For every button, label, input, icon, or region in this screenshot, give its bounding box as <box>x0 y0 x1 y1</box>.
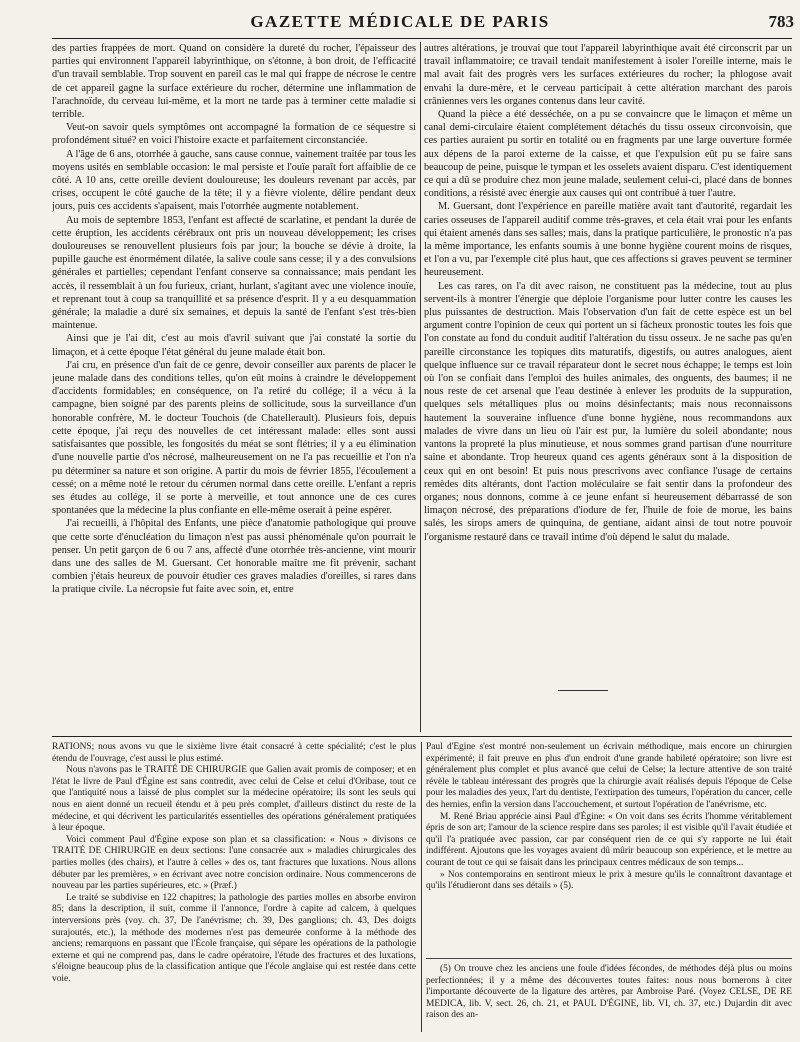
footnote <box>426 964 792 1034</box>
paragraph: J'ai cru, en présence d'un fait de ce genre, devoir conseiller aux parents de placer le jeune malade dans des conditions telles, qu'on eût moins à craindre le développement d'accidents formidables; en conséquence, on l'a retiré du collége; il a vécu à la campagne, bien soigné par des parents pleins de sollicitude, sous la surveillance d'un honorable confrère, M. le docteur Touchois (de Chatellerault). Plusieurs fois, depuis cette époque, j'ai reçu des nouvelles de cet intéressant malade: elles sont aussi satisfaisantes que possible, les fongosités du méat se sont flétries; il y a eu élimination d'une nouvelle partie d'os nécrosé, malheureusement on ne l'a pas recueillie et l'on n'a pu déterminer sa nature et son origine. A partir du mois de février 1855, l'écoulement a cessé; on a même noté le retour du cérumen normal dans cette oreille. L'enfant a repris ses études au collége, il se porte à merveille, et tout annonce une de ces cures spontanées que la médecine la plus confiante en elle-même oserait à peine espérer. <box>52 359 416 517</box>
paragraph: Voici comment Paul d'Égine expose son plan et sa classification: « Nous » divisons ce TRAITÉ DE CHIRURGIE en deux sections: l'une consacrée aux » maladies chirurgicales des parties molles (des chairs), et l'autre à celles » des os, tant fractures que luxations. Nous allons débuter par les premières, » en écrivant avec notre concision ordinaire. Nous commencerons de nouveau par les parties supérieures, etc. » (Præf.) <box>52 834 416 892</box>
paragraph: Le traité se subdivise en 122 chapitres; la pathologie des parties molles en absorbe environ 85; dans la description, il suit, comme il l'annonce, l'ordre à capite ad calcem, à quelques interversions près (voy. ch. 37, De l'anévrisme; ch. 39, Des ganglions; ch. 43, Des doigts surajoutés, etc.), la méthode des modernes n'est pas demeurée conforme à la méthode des anciens; remarquons en passant que l'École française, qui sépare les opérations de la pathologie externe et qui ne comprend pas, dans le cadre opératoire, l'étude des fractures et des luxations, s'éloigne beaucoup plus de la classification antique que l'école anglaise qui est restée dans cette voie. <box>52 892 416 984</box>
header-rule <box>52 38 792 39</box>
upper-right-column <box>424 42 792 682</box>
column-divider <box>421 742 422 1032</box>
journal-title: GAZETTE MÉDICALE DE PARIS <box>250 12 550 31</box>
paragraph: Veut-on savoir quels symptômes ont accompagné la formation de ce séquestre si profondément situé? en voici l'histoire exacte et parfaitement circonstanciée. <box>52 122 416 147</box>
footnote-rule <box>426 958 792 959</box>
paragraph: Ainsi que je l'ai dit, c'est au mois d'avril suivant que j'ai constaté la sortie du limaçon, et à cette époque l'état général du jeune malade était bon. <box>52 333 416 358</box>
lower-left-column <box>52 742 416 1032</box>
paragraph: A l'âge de 6 ans, otorrhée à gauche, sans cause connue, vainement traitée par tous les moyens usités en semblable occasion: le mal persiste et l'ouïe paraît fort affaiblie de ce côté. A 10 ans, cette oreille devient douloureuse; les douleurs revenant par accès, par crises, occupent le côté gauche de la tête; il y a fièvre violente, délire pendant deux jours, puis ces accidents s'apaisent, mais l'otorrhée augmente notablement. <box>52 148 416 213</box>
upper-left-column <box>52 42 416 722</box>
paragraph: M. Guersant, dont l'expérience en pareille matière avait tant d'autorité, regardait les caries osseuses de l'appareil auditif comme très-graves, et cela était vrai pour les enfants qui étaient amenés dans ses salles; mais, dans la pratique particulière, le pronostic n'a pas la même importance, les enfants soumis à une bonne hygiène courent moins de risques, et l'on a vu, par l'exemple cité plus haut, que ces affections si graves peuvent se terminer heureusement. <box>424 201 792 279</box>
paragraph: des parties frappées de mort. Quand on considère la dureté du rocher, l'épaisseur des parties qui environnent l'appareil labyrinthique, on s'étonne, à bon droit, de l'efficacité d'un travail semblable. Trop souvent en pareil cas le mal qui frappe de nécrose le centre de cet appareil gagne la surface extérieure du rocher, détermine une inflammation de l'arachnoïde, du cerveau lui-même, et la mort ne tarde pas à terminer cette maladie si terrible. <box>52 43 416 121</box>
paragraph: » Nos contemporains en sentiront mieux le prix à mesure qu'ils le connaîtront davantage et qu'ils l'étudieront dans ses détails » (5). <box>426 869 792 892</box>
paragraph: M. René Briau apprécie ainsi Paul d'Égine: « On voit dans ses écrits l'homme véritablement épris de son art; l'amour de la science respire dans ses paroles; il est visible qu'il l'avait étudiée et qu'il l'a pratiquée avec passion, car par conséquent rien de ce qui s'y rapporte ne lui était indifférent. Ajoutons que les voyages avaient dû mûrir beaucoup son expérience, et le mettre au courant de tout ce qui se faisait dans les principaux centres médicaux de son temps... <box>426 811 792 868</box>
column-divider <box>420 42 421 732</box>
footnote-text: (5) On trouve chez les anciens une foule d'idées fécondes, de méthodes déjà plus ou moins perfectionnées; il y a même des découvertes toutes faites: nous nous bornerons à citer l'importante découverte de la ligature des artères, par Ambroise Paré. (Voyez CELSE, DE RE MEDICA, lib. V, sect. 26, ch. 21, et PAUL D'ÉGINE, lib. VI, ch. 37, etc.) Dujardin dit avec raison des an- <box>426 964 792 1021</box>
paragraph: Au mois de septembre 1853, l'enfant est affecté de scarlatine, et pendant la durée de cette éruption, les accidents cérébraux ont pris un nouveau développement; les crises douloureuses se renouvellent plusieurs fois par jour; la bouche se dévie à droite, la pupille gauche est énormément dilatée, la salive coule sans cesse; il y a des convulsions générales et partielles; cependant l'enfant conserve sa connaissance; mais pendant les accès, il ressemblait à un fou furieux, criant, hurlant, s'agitant avec une violence inouïe, et reprenant tout à coup sa tranquillité et sa présence d'esprit. Il y a eu desquammation générale; la maladie a duré six semaines, et depuis la santé de l'enfant s'est très-bien maintenue. <box>52 214 416 332</box>
article-end-rule <box>558 690 608 691</box>
paragraph: Paul d'Égine s'est montré non-seulement un écrivain méthodique, mais encore un chirurgien expérimenté; il fait preuve en plus d'un endroit d'une grande habileté opératoire; son livre est généralement plus complet et plus avancé que celui de Celse; la lecture attentive de son traité révèle le tableau intéressant des progrès que la chirurgie avait réalisés depuis l'époque de Celse pour les maladies des yeux, l'art du dentiste, l'extirpation des tumeurs, l'opération du cancer, celle des hernies, enfin la version dans l'accouchement, et surtout l'opération de l'anévrisme, etc. <box>426 742 792 810</box>
paragraph: autres altérations, je trouvai que tout l'appareil labyrinthique avait été circonscrit par un travail inflammatoire; ce travail tendait manifestement à isoler l'oreille interne, mais le mal avait fait des progrès vers les surfaces extérieures du rocher; la phlogose avait envahi la dure-mère, et le cerveau participait à cette altération marchant des parois crâniennes vers les organes contenus dans leur cavité. <box>424 43 792 107</box>
paragraph: Nous n'avons pas le TRAITÉ DE CHIRURGIE que Galien avait promis de composer; et en l'état le livre de Paul d'Égine est sans contredit, avec celui de Celse et celui d'Oribase, tout ce que l'antiquité nous a laissé de plus complet sur la médecine opératoire; ils sont les seuls qui nous en aient donné un recueil étendu et à peu près complet, d'ailleurs distinct du reste de la médecine, et qui décrivent les particularités essentielles des opérations généralement pratiquées à leur époque. <box>52 765 416 834</box>
page-number: 783 <box>768 12 794 31</box>
page-header <box>0 12 800 34</box>
paragraph: Les cas rares, on l'a dit avec raison, ne constituent pas la médecine, tout au plus servent-ils à montrer l'énergie que déploie l'organisme pour lutter contre les causes les plus puissantes de destruction. Mais l'observation d'un fait de cette espèce est un bel argument contre l'opinion de ceux qui portent un si fâcheux pronostic toutes les fois que l'on constate au fond du conduit auditif l'altération du tissu osseux. Je ne sache pas qu'en pareille circonstance les topiques dits maturatifs, digestifs, ou autres analogues, aient quelque influence sur ce travail réparateur dont le secret nous échappe; le temps est loin où l'on se confiait dans l'emploi des huiles animales, des onguents, des baumes; il ne nous reste de cet arsenal que l'eau destinée à enlever les produits de la suppuration, quelques sels métalliques plus ou moins désinfectants; mais nous reconnaissons hautement la souveraine influence d'une bonne hygiène, nous recommandons aux malades de vivre dans un lieu où l'air est pur, la lumière du soleil abondante; nous vantons la propreté la plus minutieuse, et nous sommes grand partisan d'une nourriture saine et abondante. Trop heureux quand ces agents généraux sont à la disposition de ceux qui en ont besoin! Et puis nous prescrivons avec confiance l'usage de certains remèdes dits altérants, dont l'action moléculaire se fait sentir dans la profondeur des organes; nous donnons, comme à ce jeune enfant si heureusement débarrassé de son limaçon nécrosé, des préparations d'iodure de fer, l'huile de foie de morue, les bains salés, les sirops amers de quinquina, de gentiane, aidant ainsi de tout notre pouvoir l'organisme restauré dans ce travail intime d'où dépend le salut du malade. <box>424 280 792 543</box>
paragraph: Quand la pièce a été desséchée, on a pu se convaincre que le limaçon et même un canal demi-circulaire étaient complétement détachés du tissu osseux circonvoisin, que ces parties auraient pu sortir en totalité ou en fragments par une large ouverture formée aux dépens de la paroi externe de la caisse, et que l'expulsion eût pu se faire sans beaucoup de peine, puisque le tympan et les osselets avaient disparu. C'est identiquement ce qui a dû se produire chez mon jeune malade, seulement celui-ci, placé dans de bonnes conditions, a résisté avec énergie aux causes qui ont contribué à tuer l'autre. <box>424 109 792 200</box>
paragraph: RATIONS; nous avons vu que le sixième livre était consacré à cette spécialité; c'est le plus étendu de l'ouvrage, c'est aussi le plus estimé. <box>52 742 416 764</box>
feuilleton-rule <box>52 736 792 737</box>
paragraph: J'ai recueilli, à l'hôpital des Enfants, une pièce d'anatomie pathologique qui prouve que cette sorte d'énucléation du limaçon n'est pas aussi phénoménale qu'on pourrait le penser. Un petit garçon de 6 ou 7 ans, affecté d'une otorrhée très-ancienne, vint mourir dans une des salles de M. Guersant. Cet honorable maître me fit prévenir, sachant combien j'étais heureux de pouvoir étudier ces graves maladies d'oreilles, si rares dans la pratique civile. La nécropsie fut faite avec soin, et, entre <box>52 518 416 596</box>
